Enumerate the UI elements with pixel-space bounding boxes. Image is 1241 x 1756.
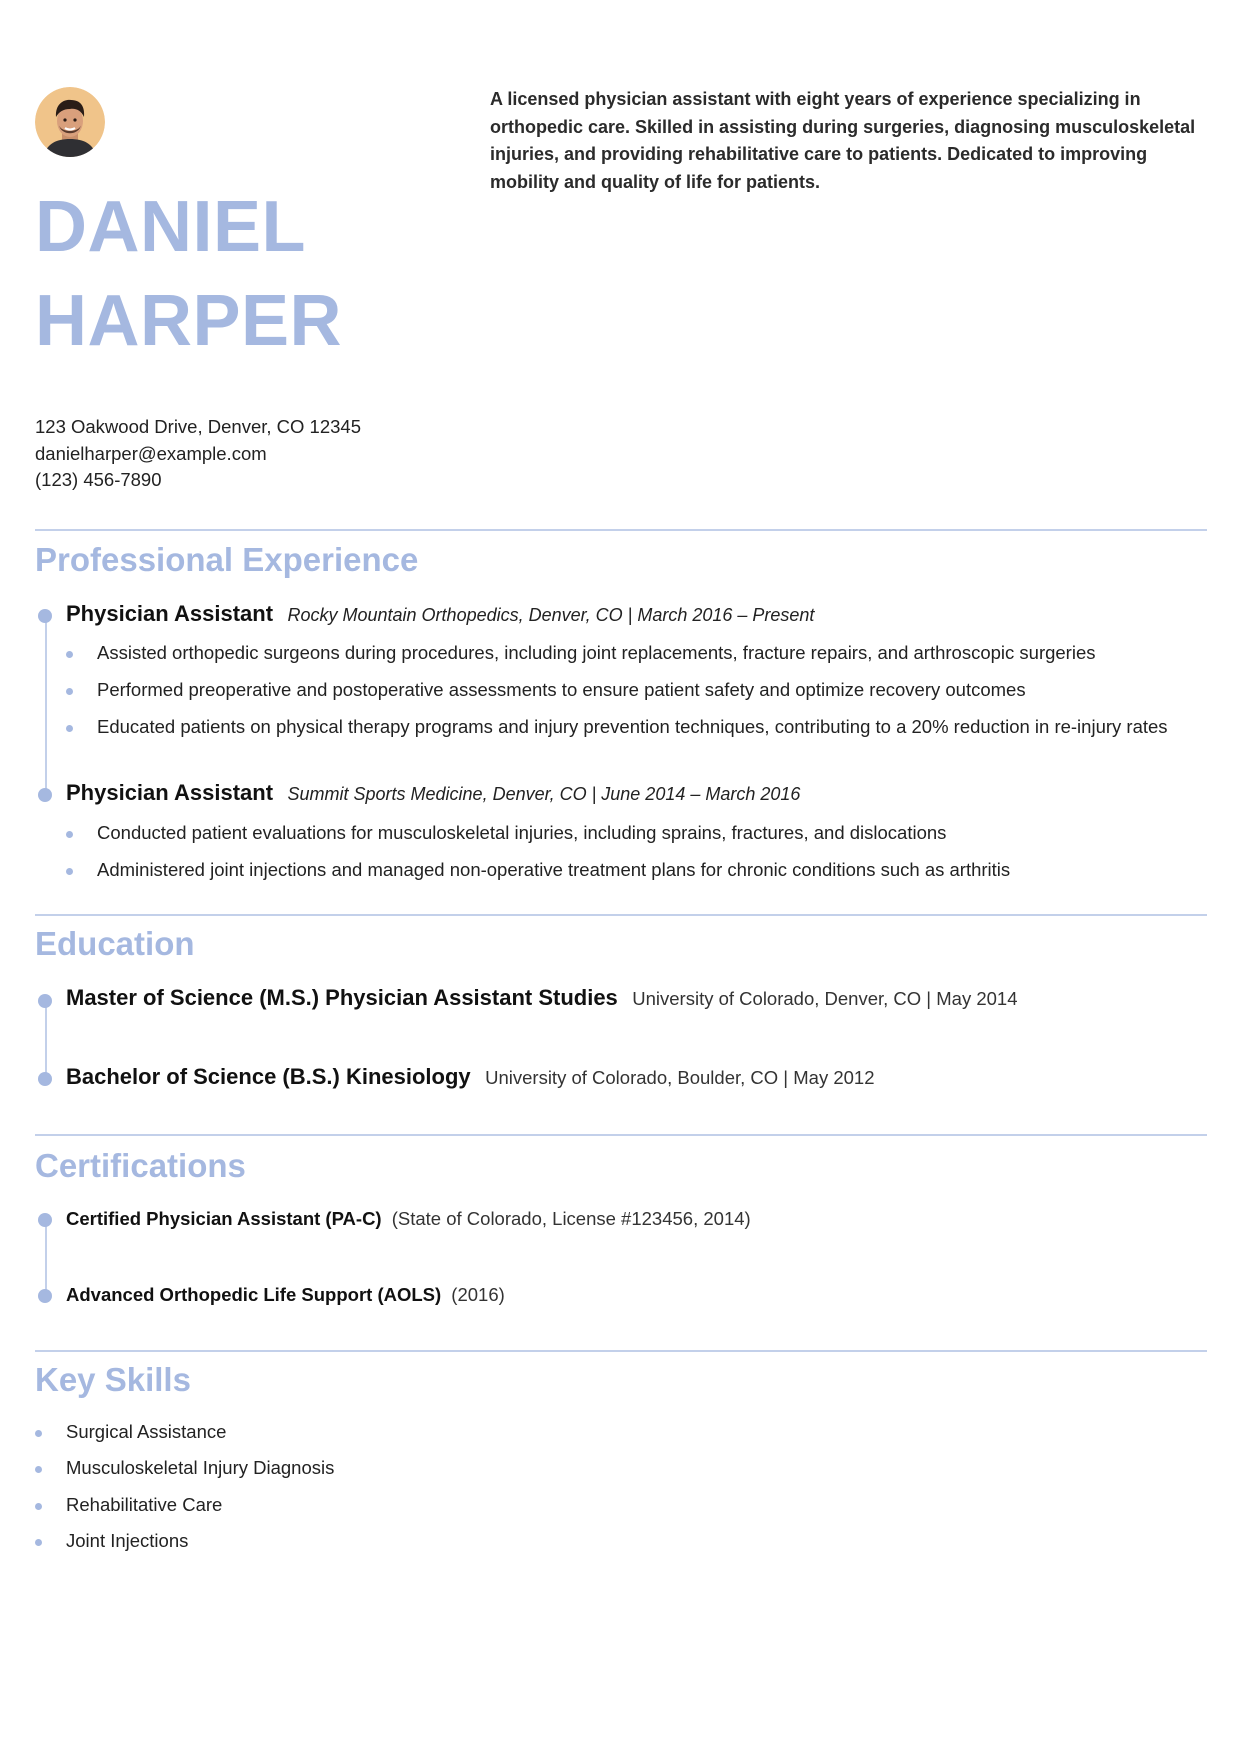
avatar [35, 87, 105, 157]
job-bullet-text: Conducted patient evaluations for musculoskeletal injuries, including sprains, fractures, and dislocations [97, 822, 947, 843]
skill-text: Rehabilitative Care [66, 1494, 223, 1515]
experience-heading: Professional Experience [35, 541, 419, 578]
skills-heading: Key Skills [35, 1361, 191, 1398]
bullet-dot [66, 831, 73, 838]
timeline-dot [38, 1072, 52, 1086]
certifications-timeline [45, 1220, 47, 1296]
job-bullet [97, 820, 946, 846]
job-bullet-text: Administered joint injections and managed non-operative treatment plans for chronic conditions such as arthritis [97, 859, 1011, 880]
job-bullet [97, 857, 1010, 883]
last-name: HARPER [35, 281, 343, 361]
candidate-name [35, 180, 342, 368]
bullet-dot [66, 725, 73, 732]
certification-detail: (State of Colorado, License #123456, 2014) [391, 1208, 751, 1229]
skill-text: Joint Injections [66, 1530, 189, 1551]
timeline-dot [38, 788, 52, 802]
contact-info [35, 414, 361, 494]
skill-text: Musculoskeletal Injury Diagnosis [66, 1457, 335, 1478]
timeline-dot [38, 609, 52, 623]
job-bullet [97, 640, 1096, 666]
first-name: DANIEL [35, 187, 306, 267]
certification-name: Certified Physician Assistant (PA-C) [66, 1208, 382, 1229]
degree-meta: University of Colorado, Boulder, CO | May 2012 [485, 1067, 875, 1088]
timeline-dot [38, 1213, 52, 1227]
job-title: Physician Assistant [66, 780, 274, 805]
skill-text: Surgical Assistance [66, 1421, 227, 1442]
section-divider [35, 529, 1207, 531]
timeline-dot [38, 994, 52, 1008]
education-timeline [45, 1000, 47, 1078]
job-bullet-text: Performed preoperative and postoperative assessments to ensure patient safety and optimize recovery outcomes [97, 679, 1026, 700]
job-meta: Rocky Mountain Orthopedics, Denver, CO | March 2016 – Present [287, 605, 815, 625]
certification-detail: (2016) [451, 1284, 505, 1305]
contact-phone: (123) 456-7890 [35, 469, 162, 490]
degree-title: Bachelor of Science (B.S.) Kinesiology [66, 1064, 471, 1089]
job-entry-header [66, 780, 800, 806]
certification-entry [66, 1208, 751, 1230]
bullet-dot [66, 651, 73, 658]
job-bullet [97, 714, 1168, 740]
job-entry-header [66, 601, 814, 627]
job-bullet-text: Educated patients on physical therapy programs and injury prevention techniques, contributing to a 20% reduction in re-injury rates [97, 716, 1168, 737]
section-divider [35, 914, 1207, 916]
skill-item [66, 1455, 334, 1481]
job-meta: Summit Sports Medicine, Denver, CO | June 2014 – March 2016 [287, 784, 801, 804]
bullet-dot [35, 1466, 42, 1473]
certification-name: Advanced Orthopedic Life Support (AOLS) [66, 1284, 442, 1305]
education-entry [66, 1064, 875, 1090]
skill-item [66, 1528, 188, 1554]
degree-meta: University of Colorado, Denver, CO | May 2014 [632, 988, 1018, 1009]
bullet-dot [35, 1430, 42, 1437]
bullet-dot [66, 688, 73, 695]
degree-title: Master of Science (M.S.) Physician Assistant Studies [66, 985, 618, 1010]
skill-item [66, 1492, 222, 1518]
job-title: Physician Assistant [66, 601, 274, 626]
portrait-image [35, 87, 105, 157]
bullet-dot [66, 868, 73, 875]
skill-item [66, 1419, 226, 1445]
experience-timeline [45, 616, 47, 795]
professional-summary: A licensed physician assistant with eight years of experience specializing in orthopedic care. Skilled in assisting during surgeries, diagnosing musculoskeletal injuries, and providing rehabilitative care to patients. Dedicated to improving mobility and quality of life for patients. [490, 89, 1196, 192]
job-bullet-text: Assisted orthopedic surgeons during procedures, including joint replacements, fracture repairs, and arthroscopic surgeries [97, 642, 1096, 663]
job-bullet [97, 677, 1026, 703]
education-entry [66, 985, 1018, 1011]
certification-entry [66, 1284, 505, 1306]
certifications-heading: Certifications [35, 1147, 246, 1184]
bullet-dot [35, 1503, 42, 1510]
section-divider [35, 1350, 1207, 1352]
timeline-dot [38, 1289, 52, 1303]
education-heading: Education [35, 925, 195, 962]
contact-address: 123 Oakwood Drive, Denver, CO 12345 [35, 416, 361, 437]
contact-email: danielharper@example.com [35, 442, 267, 464]
bullet-dot [35, 1539, 42, 1546]
section-divider [35, 1134, 1207, 1136]
